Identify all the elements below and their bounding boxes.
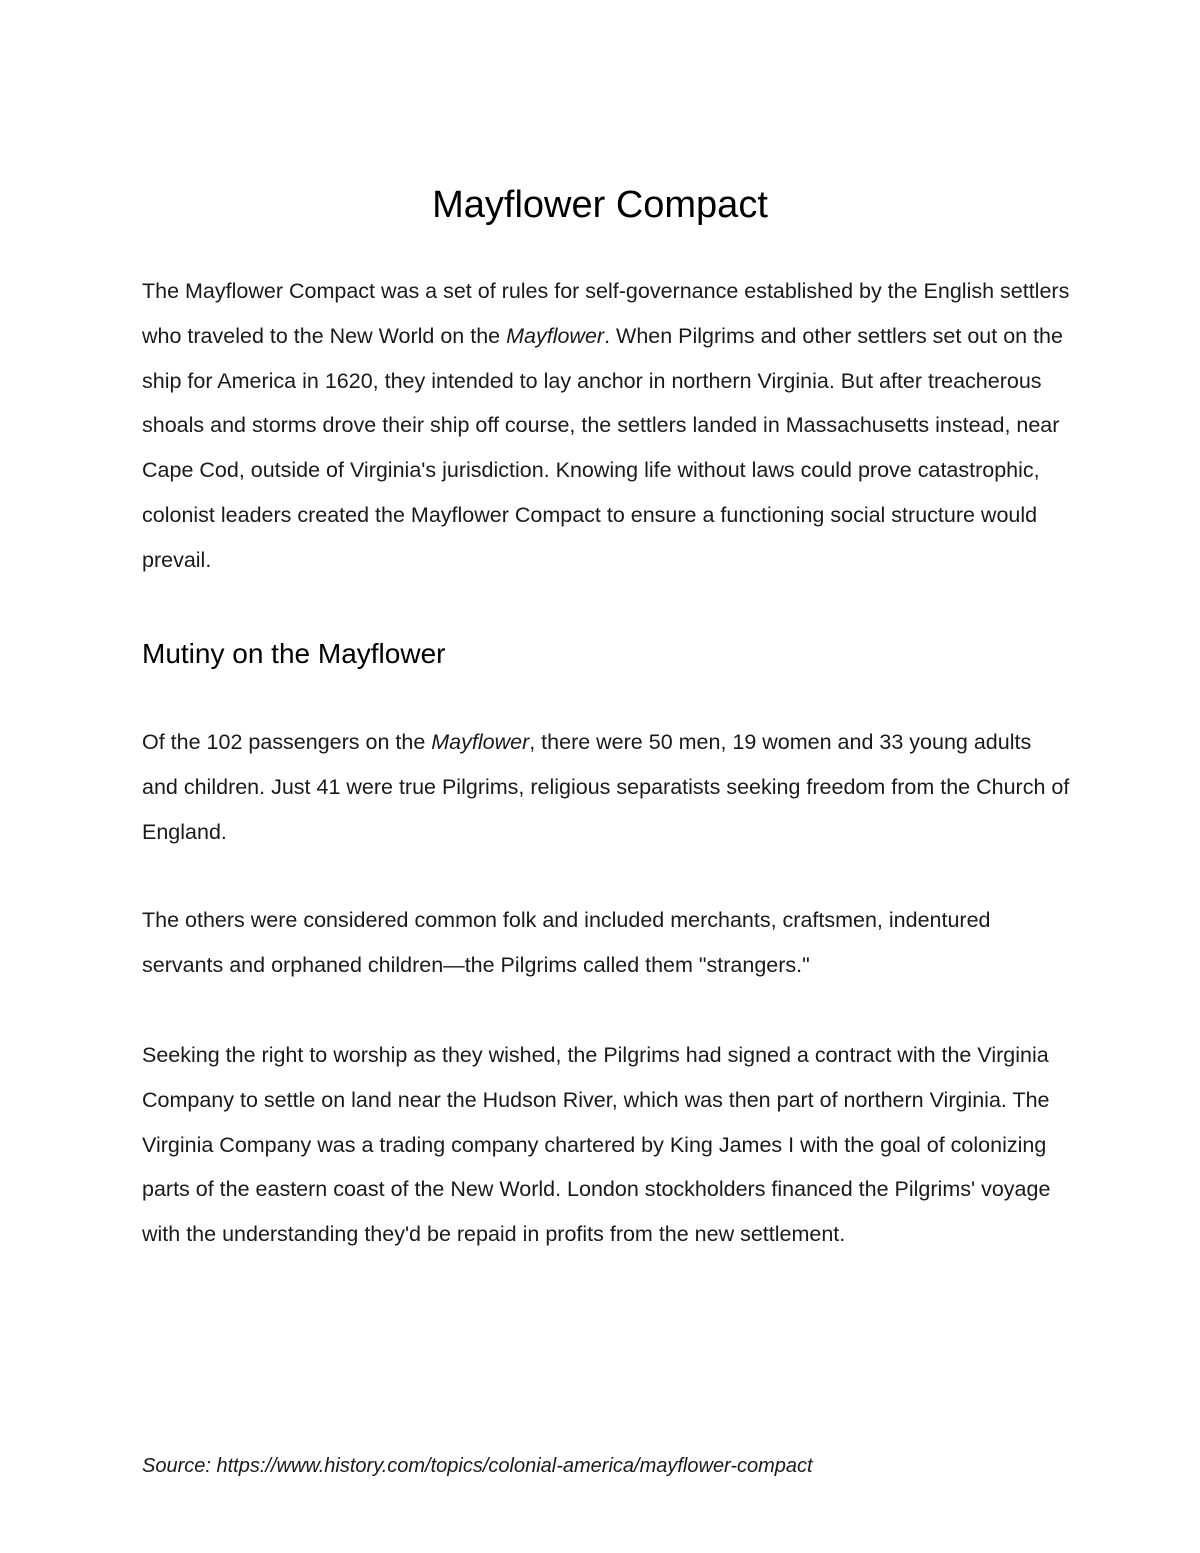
passengers-text-part2: , there were 50 men, 19 women and 33 young adults and children. Just 41 were true Pilgrims, religious separatists seeking freedom from the Church of England.: [142, 730, 1070, 844]
passengers-paragraph: [142, 720, 1072, 854]
intro-text-part1: The Mayflower Compact was a set of rules for self-governance established by the English settlers who traveled to the New World on the: [142, 279, 1070, 348]
source-citation: Source: https://www.history.com/topics/colonial-america/mayflower-compact: [142, 1455, 813, 1477]
intro-paragraph: [142, 269, 1072, 583]
section-heading: Mutiny on the Mayflower: [142, 638, 446, 669]
passengers-ship-name: Mayflower: [431, 730, 530, 754]
intro-text-part2: . When Pilgrims and other settlers set out on the ship for America in 1620, they intended to lay anchor in northern Virginia. But after treacherous shoals and storms drove their ship off course, the settlers landed in Massachusetts instead, near Cape Cod, outside of Virginia's jurisdiction. Knowing life without laws could prove catastrophic, colonist leaders created the Mayflower Compact to ensure a functioning social structure would prevail.: [142, 323, 1063, 572]
passengers-text-part1: Of the 102 passengers on the: [142, 730, 432, 754]
intro-ship-name: Mayflower: [506, 323, 605, 348]
others-paragraph: The others were considered common folk and included merchants, craftsmen, indentured servants and orphaned children—the Pilgrims called them "strangers.": [142, 908, 991, 977]
page-title: Mayflower Compact: [432, 184, 768, 226]
contract-paragraph: Seeking the right to worship as they wished, the Pilgrims had signed a contract with the Virginia Company to settle on land near the Hudson River, which was then part of northern Virginia. The Virginia Company was a trading company chartered by King James I with the goal of colonizing parts of the eastern coast of the New World. London stockholders financed the Pilgrims' voyage with the understanding they'd be repaid in profits from the new settlement.: [142, 1043, 1051, 1247]
